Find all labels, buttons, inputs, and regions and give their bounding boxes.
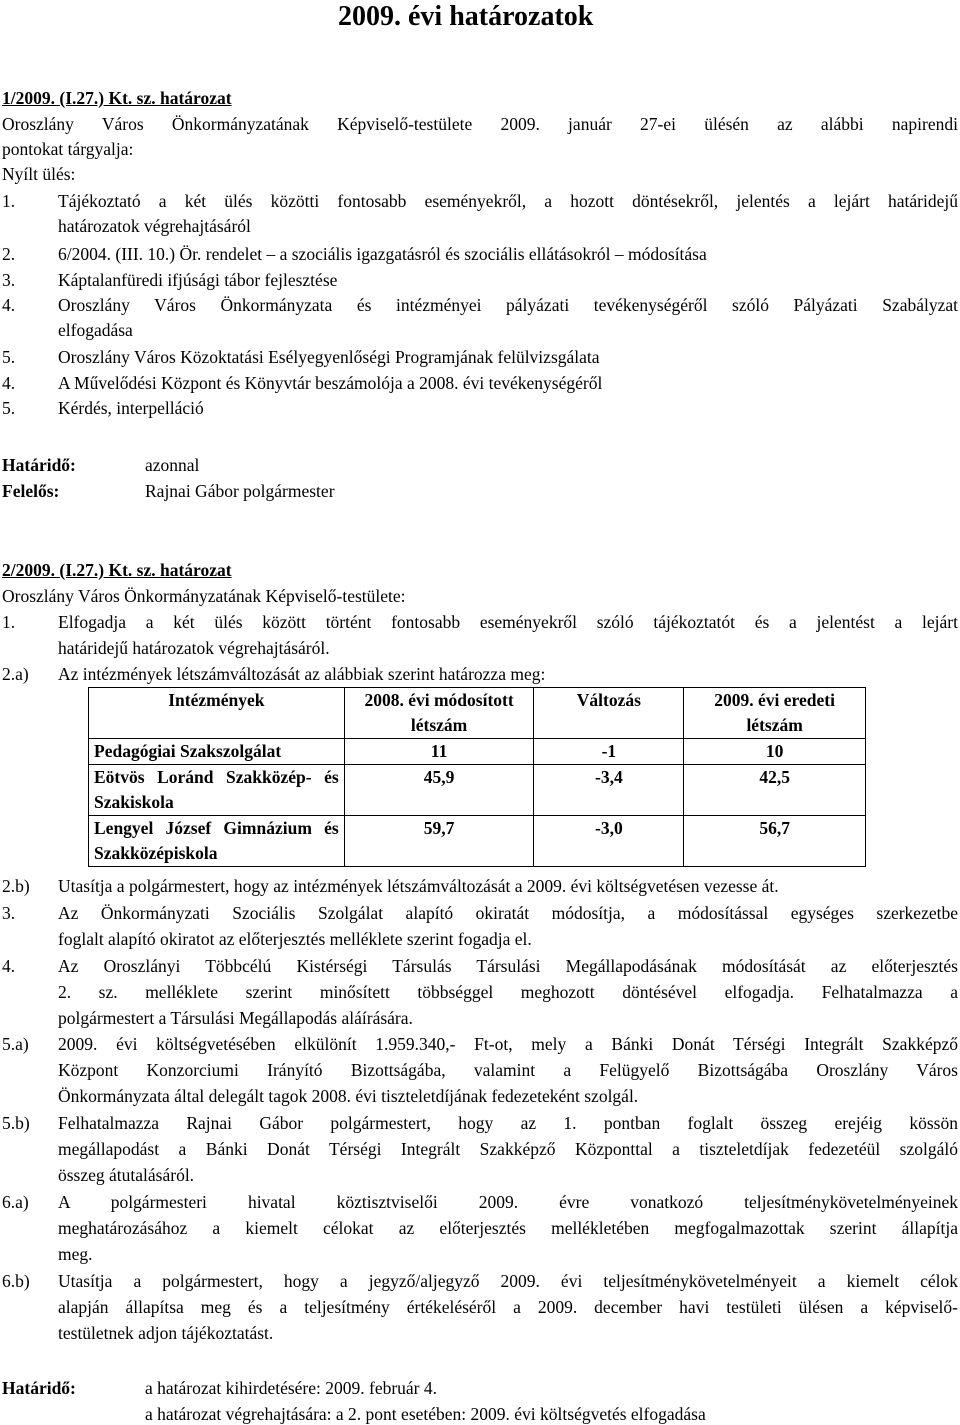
agenda-item-number: 1. <box>2 191 16 211</box>
point-5b-text-cont: megállapodást a Bánki Donát Térségi Integrált Szakképző Központtal a tiszteletdíjak fedezetéül szolgáló <box>58 1139 958 1159</box>
agenda-item-number: 2. <box>2 244 16 264</box>
agenda-item-text-cont: határozatok végrehajtásáról <box>58 216 251 236</box>
point-number: 2.a) <box>2 664 29 684</box>
point-3-text: Az Önkormányzati Szociális Szolgálat alapító okiratát módosítja, a módosítással egységes szerkezetbe <box>58 903 958 923</box>
point-6a-text-cont: meghatározásához a kiemelt célokat az előterjesztés mellékletében megfogalmazottak szerint állapítja <box>58 1218 958 1238</box>
point-number: 1. <box>2 612 16 632</box>
institution-cell: Lengyel József Gimnázium és Szakközépiskola <box>89 816 345 867</box>
open-session-label: Nyílt ülés: <box>2 164 76 184</box>
point-6b-text-cont: alapján állapítsa meg és a teljesítmény értékeléséről a 2009. december havi testületi ülésen a képviselő- <box>58 1297 958 1317</box>
column-header: 2008. évi módosított létszám <box>344 688 534 739</box>
change-cell: -3,0 <box>534 816 684 867</box>
point-4-text-cont: 2. sz. melléklete szerint minősített többséggel meghozott döntésével elfogadja. Felhatalmazza a <box>58 982 958 1002</box>
agenda-item-text: Oroszlány Város Önkormányzata és intézményei pályázati tevékenységéről szóló Pályázati Szabályzat <box>58 295 958 315</box>
table-row <box>89 739 866 765</box>
deadline-value-cont: a határozat végrehajtására: a 2. pont esetében: 2009. évi költségvetés elfogadása <box>145 1404 706 1424</box>
point-3-text-cont: foglalt alapító okiratot az előterjesztés melléklete szerint fogadja el. <box>58 929 532 949</box>
agenda-item-text: Káptalanfüredi ifjúsági tábor fejlesztése <box>58 270 338 290</box>
point-number: 5.b) <box>2 1113 30 1133</box>
resolution-2-intro: Oroszlány Város Önkormányzatának Képviselő-testülete: <box>2 586 406 606</box>
responsible-value: Rajnai Gábor polgármester <box>145 481 335 501</box>
point-6a-text: A polgármesteri hivatal köztisztviselői 2009. évre vonatkozó teljesítménykövetelményeinek <box>58 1192 958 1212</box>
point-6a-text-cont: meg. <box>58 1244 93 1264</box>
resolution-2-heading: 2/2009. (I.27.) Kt. sz. határozat <box>2 560 232 580</box>
deadline-label: Határidő: <box>2 1378 76 1398</box>
institution-cell: Eötvös Loránd Szakközép- és Szakiskola <box>89 765 345 816</box>
point-1-text: Elfogadja a két ülés között történt fontosabb eseményekről szóló tájékoztatót és a jelentést a lejárt <box>58 612 958 632</box>
point-number: 6.b) <box>2 1271 30 1291</box>
agenda-item-text-cont: elfogadása <box>58 320 133 340</box>
point-5b-text-cont: összeg átutalásáról. <box>58 1165 195 1185</box>
point-number: 4. <box>2 956 16 976</box>
staffing-table <box>88 687 866 867</box>
deadline-value: a határozat kihirdetésére: 2009. február 4. <box>145 1378 438 1398</box>
agenda-item-text: A Művelődési Központ és Könyvtár beszámolója a 2008. évi tevékenységéről <box>58 373 603 393</box>
agenda-item-number: 5. <box>2 398 16 418</box>
change-cell: -3,4 <box>534 765 684 816</box>
value-2009-cell: 10 <box>684 739 866 765</box>
agenda-item-text: 6/2004. (III. 10.) Ör. rendelet – a szociális igazgatásról és szociális ellátásokról – módosítása <box>58 244 707 264</box>
institution-cell: Pedagógiai Szakszolgálat <box>89 739 345 765</box>
agenda-item-number: 3. <box>2 270 16 290</box>
point-2a-text: Az intézmények létszámváltozását az alábbiak szerint határozza meg: <box>58 664 546 684</box>
agenda-item-text: Tájékoztató a két ülés közötti fontosabb eseményekről, a hozott döntésekről, jelentés a lejárt határidejű <box>58 191 958 211</box>
agenda-item-text: Oroszlány Város Közoktatási Esélyegyenlőségi Programjának felülvizsgálata <box>58 347 600 367</box>
column-header: Változás <box>534 688 684 739</box>
resolution-1-heading: 1/2009. (I.27.) Kt. sz. határozat <box>2 88 232 108</box>
value-2008-cell: 45,9 <box>344 765 534 816</box>
point-number: 3. <box>2 903 16 923</box>
table-row <box>89 765 866 816</box>
point-1-text-cont: határidejű határozatok végrehajtásáról. <box>58 638 330 658</box>
page-title: 2009. évi határozatok <box>338 1 594 32</box>
value-2008-cell: 59,7 <box>344 816 534 867</box>
responsible-label: Felelős: <box>2 481 60 501</box>
agenda-item-number: 4. <box>2 295 16 315</box>
point-6b-text: Utasítja a polgármestert, hogy a jegyző/aljegyző 2009. évi teljesítménykövetelményeit a kiemelt célok <box>58 1271 958 1291</box>
value-2008-cell: 11 <box>344 739 534 765</box>
table-header-row <box>89 688 866 739</box>
point-5a-text-cont: Önkormányzata által delegált tagok 2008. évi tiszteletdíjának fedezeteként szolgál. <box>58 1086 639 1106</box>
point-2b-text: Utasítja a polgármestert, hogy az intézmények létszámváltozását a 2009. évi költségvetésen vezesse át. <box>58 876 779 896</box>
value-2009-cell: 56,7 <box>684 816 866 867</box>
table-row <box>89 816 866 867</box>
point-number: 5.a) <box>2 1034 29 1054</box>
point-number: 6.a) <box>2 1192 29 1212</box>
point-5a-text: 2009. évi költségvetésében elkülönít 1.959.340,- Ft-ot, mely a Bánki Donát Térségi Integrált Szakképző <box>58 1034 958 1054</box>
deadline-value: azonnal <box>145 455 200 475</box>
point-4-text-cont: polgármestert a Társulási Megállapodás aláírására. <box>58 1008 413 1028</box>
resolution-1-intro-line2: pontokat tárgyalja: <box>2 139 134 159</box>
point-5a-text-cont: Központ Konzorciumi Irányító Bizottságába, valamint a Felügyelő Bizottságába Oroszlány Város <box>58 1060 958 1080</box>
point-number: 2.b) <box>2 876 30 896</box>
value-2009-cell: 42,5 <box>684 765 866 816</box>
agenda-item-number: 5. <box>2 347 16 367</box>
agenda-item-text: Kérdés, interpelláció <box>58 398 204 418</box>
change-cell: -1 <box>534 739 684 765</box>
agenda-item-number: 4. <box>2 373 16 393</box>
point-4-text: Az Oroszlányi Többcélú Kistérségi Társulás Társulási Megállapodásának módosítását az előterjesztés <box>58 956 958 976</box>
deadline-label: Határidő: <box>2 455 76 475</box>
point-5b-text: Felhatalmazza Rajnai Gábor polgármestert, hogy az 1. pontban foglalt összeg erejéig kössön <box>58 1113 958 1133</box>
resolution-1-intro-line1: Oroszlány Város Önkormányzatának Képviselő-testülete 2009. január 27-ei ülésén az alábbi napirendi <box>2 114 958 134</box>
column-header: Intézmények <box>89 688 345 739</box>
column-header: 2009. évi eredeti létszám <box>684 688 866 739</box>
point-6b-text-cont: testületnek adjon tájékoztatást. <box>58 1323 274 1343</box>
